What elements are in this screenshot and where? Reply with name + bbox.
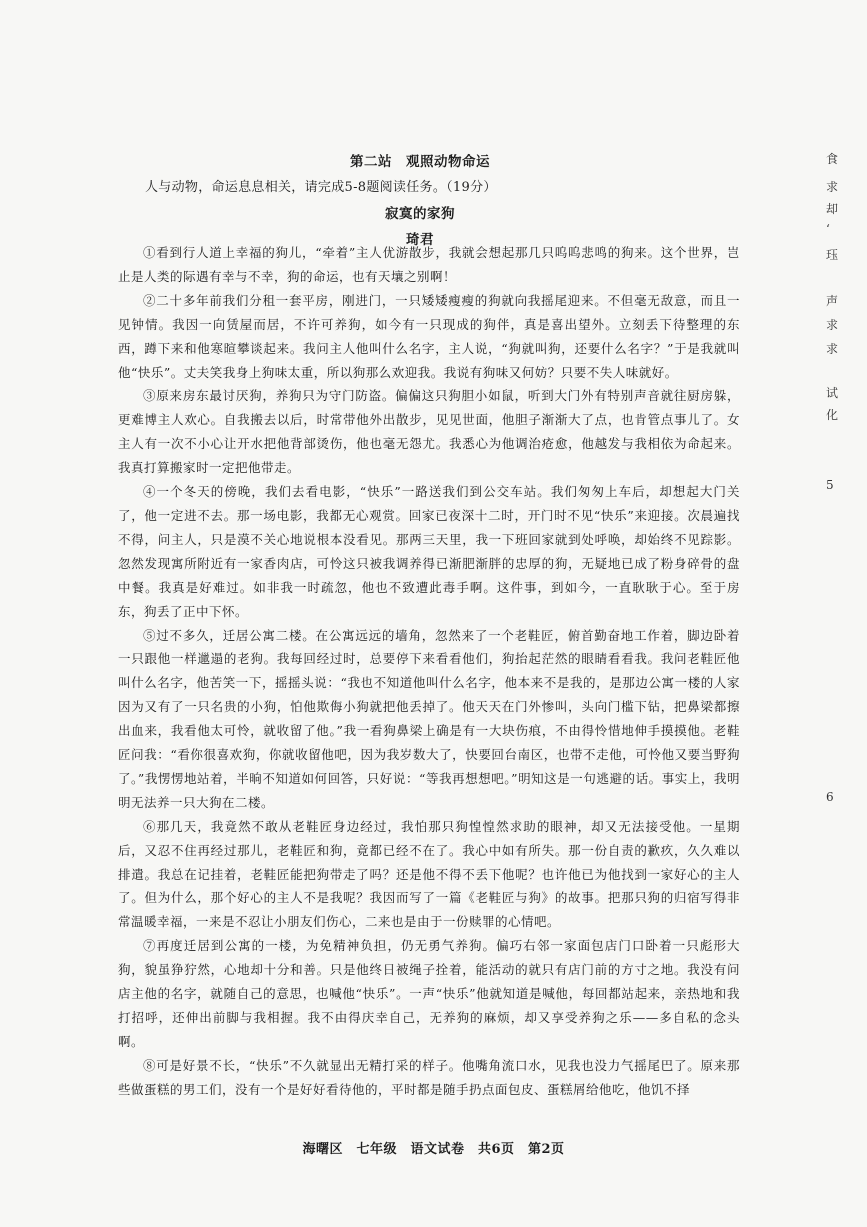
section-title: 第二站 观照动物命运 <box>350 154 490 170</box>
task-intro: 人与动物，命运息息相关，请完成5-8题阅读任务。（19分） <box>145 180 497 195</box>
paragraph-4: ④一个冬天的傍晚，我们去看电影，“快乐”一路送我们到公交车站。我们匆匆上车后，却想起大门关了，他一定进不去。那一场电影，我都无心观赏。回家已夜深十二时，开门时不见“快乐”来迎接。次晨遍找不得，问主人，只是漠不关心地说根本没看见。那两三天里，我一下班回家就到处呼唤，却始终不见踪影。忽然发现寓所附近有一家香肉店，可怜这只被我调养得已渐肥渐胖的忠厚的狗，无疑地已成了粉身碎骨的盘中餐。我真是好难过。如非我一时疏忽，他也不致遭此毒手啊。这件事，到如今，一直耿耿于心。至于房东，狗丢了正中下怀。 <box>118 484 740 619</box>
edge-char: 珏 <box>826 248 839 262</box>
edge-char: 5 <box>826 478 834 492</box>
edge-char: 食 <box>826 152 839 166</box>
edge-char: 化 <box>826 408 839 422</box>
paragraph-8: ⑧可是好景不长，“快乐”不久就显出无精打采的样子。他嘴角流口水，见我也没力气摇尾巴了。原来那些做蛋糕的男工们，没有一个是好好看待他的，平时都是随手扔点面包皮、蛋糕屑给他吃，他饥不择 <box>118 1057 740 1097</box>
edge-char: 试 <box>826 386 839 400</box>
paragraph-5: ⑤过不多久，迁居公寓二楼。在公寓远远的墙角，忽然来了一个老鞋匠，俯首勤奋地工作着，脚边卧着一只跟他一样邋遢的老狗。我每回经过时，总要停下来看看他们，狗抬起茫然的眼睛看看我。我问老鞋匠他叫什么名字，他苦笑一下，摇摇头说：“我也不知道他叫什么名字，他本来不是我的，是那边公寓一楼的人家因为又有了一只名贵的小狗，怕他欺侮小狗就把他丢掉了。他天天在门外惨叫，头向门槛下钻，把鼻梁都擦出血来，我看他太可怜，就收留了他。”我一看狗鼻梁上确是有一大块伤痕，不由得怜惜地伸手摸摸他。老鞋匠问我：“看你很喜欢狗，你就收留他吧，因为我岁数大了，快要回台南区，也带不走他，可怜他又要当野狗了。”我愣愣地站着，半晌不知道如何回答，只好说：“等我再想想吧。”明知这是一句逃避的话。事实上，我明明无法养一只大狗在二楼。 <box>118 627 740 810</box>
page-footer: 海曙区 七年级 语文试卷 共6页 第2页 <box>302 1142 565 1157</box>
edge-char: 6 <box>826 790 834 804</box>
story-title: 寂寞的家狗 <box>385 206 455 222</box>
paragraph-2: ②二十多年前我们分租一套平房，刚进门，一只矮矮瘦瘦的狗就向我摇尾迎来。不但毫无敌意，而且一见钟情。我因一向赁屋而居，不许可养狗，如今有一只现成的狗伴，真是喜出望外。立刻丢下待整理的东西，蹲下来和他寒暄攀谈起来。我问主人他叫什么名字，主人说，“狗就叫狗，还要什么名字？”于是我就叫他“快乐”。丈夫笑我身上狗味太重，所以狗那么欢迎我。我说有狗味又何妨？只要不失人味就好。 <box>118 292 740 380</box>
paragraph-6: ⑥那几天，我竟然不敢从老鞋匠身边经过，我怕那只狗惶惶然求助的眼神，却又无法接受他。一星期后，又忍不住再经过那儿，老鞋匠和狗，竟都已经不在了。我心中如有所失。那一份自责的歉疚，久久难以排遣。我总在记挂着，老鞋匠能把狗带走了吗？还是他不得不丢下他呢？也许他已为他找到一家好心的主人了。但为什么，那个好心的主人不是我呢？我因而写了一篇《老鞋匠与狗》的故事。把那只狗的归宿写得非常温暖幸福，一来是不忍让小朋友们伤心，二来也是由于一份赎罪的心情吧。 <box>118 818 740 930</box>
paragraph-1: ①看到行人道上幸福的狗儿，“牵着”主人优游散步，我就会想起那几只呜呜悲鸣的狗来。这个世界，岂止是人类的际遇有幸与不幸，狗的命运，也有天壤之别啊！ <box>118 245 740 284</box>
edge-char: 求 <box>826 342 839 356</box>
paragraph-7: ⑦再度迁居到公寓的一楼，为免精神负担，仍无勇气养狗。偏巧右邻一家面包店门口卧着一只彪形大狗，貌虽狰狞然，心地却十分和善。只是他终日被绳子拴着，能活动的就只有店门前的方寸之地。我没有问店主他的名字，就随自己的意思，也喊他“快乐”。一声“快乐”他就知道是喊他，每回都站起来，亲热地和我打招呼，还伸出前脚与我相握。我不由得庆幸自己，无养狗的麻烦，却又享受养狗之乐——多自私的念头啊。 <box>118 938 740 1049</box>
edge-char: ‘ <box>826 222 830 236</box>
edge-char: 求 <box>826 180 839 194</box>
edge-char: 求 <box>826 318 839 332</box>
edge-char: 声 <box>826 294 839 308</box>
edge-char: 却 <box>826 202 839 216</box>
story-body <box>118 241 740 1102</box>
paragraph-3: ③原来房东最讨厌狗，养狗只为守门防盗。偏偏这只狗胆小如鼠，听到大门外有特别声音就往厨房躲，更难博主人欢心。自我搬去以后，时常带他外出散步，见见世面，他胆子渐渐大了点，也肯管点事儿了。女主人有一次不小心让开水把他背部烫伤，他也毫无怨尤。我悉心为他调治疮愈，他越发与我相依为命起来。我真打算搬家时一定把他带走。 <box>118 388 740 476</box>
story-author: 琦君 <box>406 232 434 248</box>
